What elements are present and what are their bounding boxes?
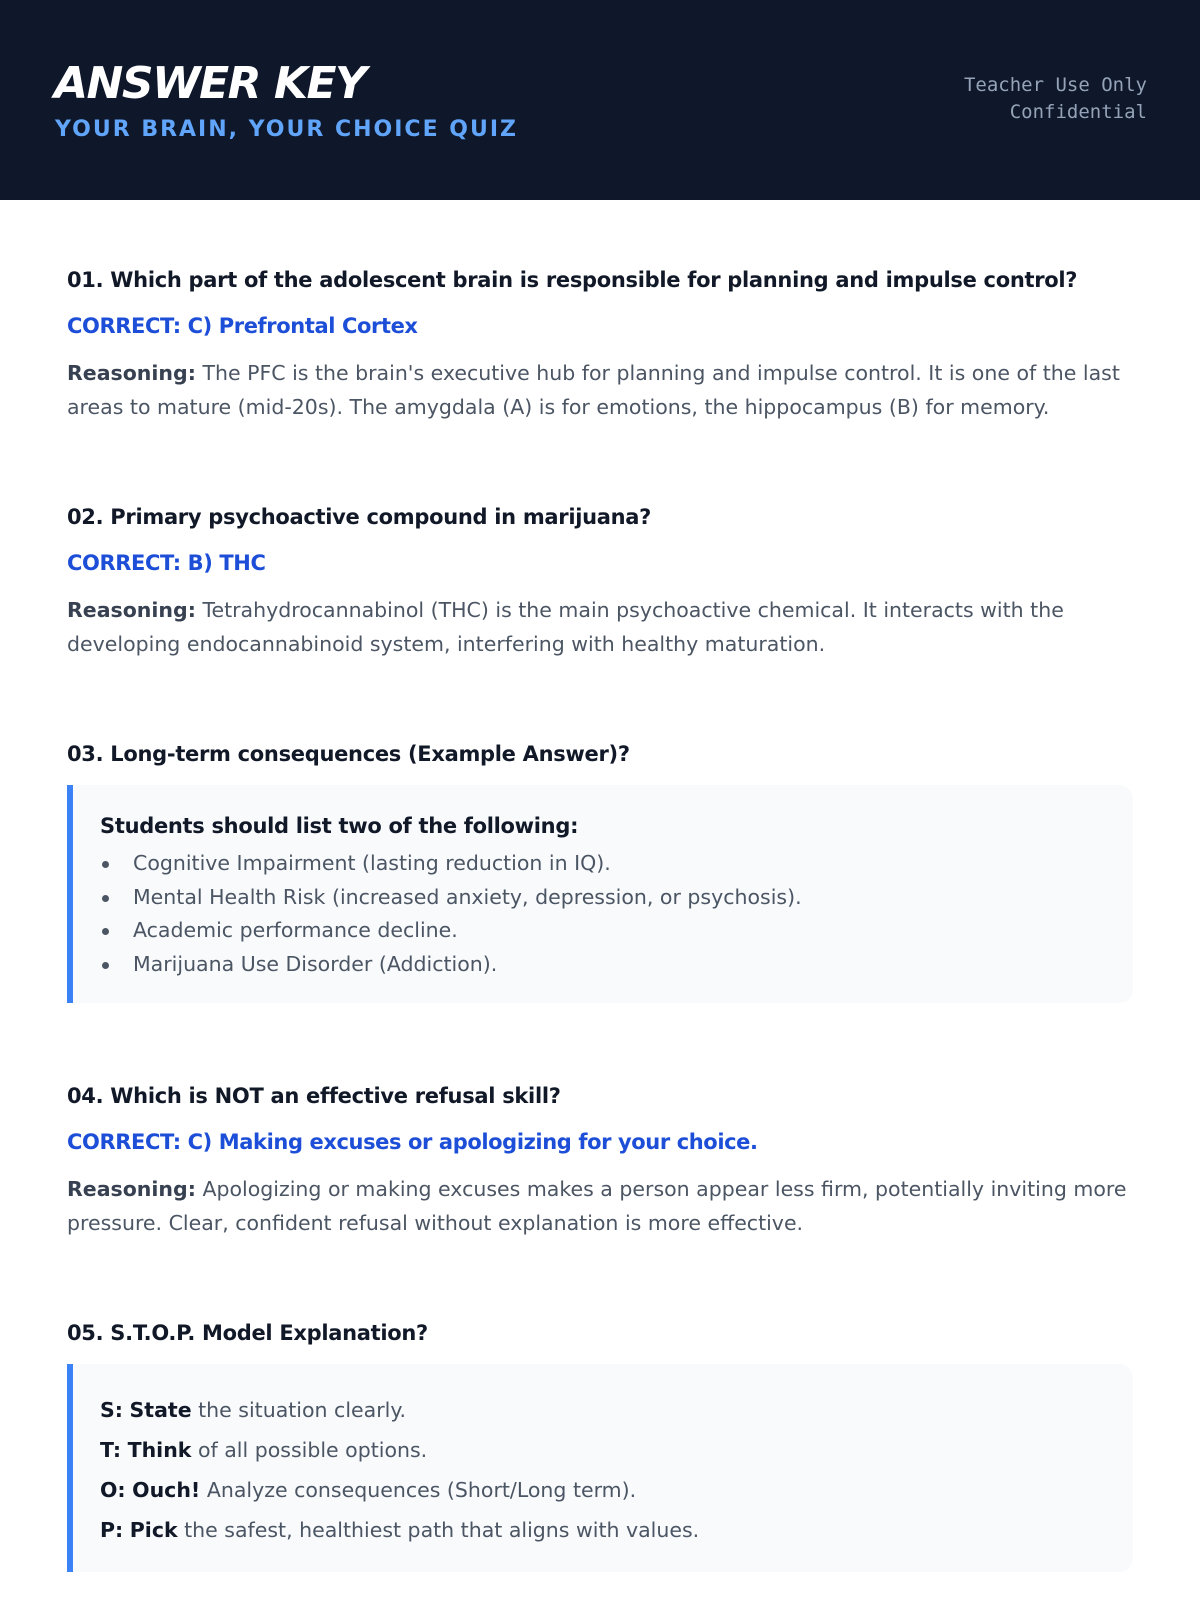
example-answer-box — [67, 785, 1133, 1003]
reasoning-text: The PFC is the brain's executive hub for planning and impulse control. It is one of the last areas to mature (mid-20s). The amygdala (A) is for emotions, the hippocampus (B) for memory. — [67, 361, 1120, 419]
step-text: of all possible options. — [197, 1438, 428, 1462]
list-item — [100, 914, 1103, 948]
question-1 — [67, 265, 1133, 424]
reasoning-label: Reasoning: — [67, 361, 196, 385]
step-key: S: — [100, 1398, 123, 1422]
question-2 — [67, 502, 1133, 661]
stop-step-p — [100, 1510, 1103, 1550]
step-word: Pick — [129, 1518, 178, 1542]
consequence-list — [100, 847, 1103, 981]
list-item-text: Mental Health Risk (increased anxiety, depression, or psychosis). — [133, 884, 802, 909]
page-subtitle: YOUR BRAIN, YOUR CHOICE QUIZ — [55, 117, 518, 142]
reasoning-label: Reasoning: — [67, 598, 196, 622]
step-text: the safest, healthiest path that aligns with values. — [184, 1518, 700, 1542]
step-word: Think — [127, 1438, 192, 1462]
question-5 — [67, 1318, 1133, 1572]
stop-step-t — [100, 1430, 1103, 1470]
step-key: O: — [100, 1478, 126, 1502]
step-text: Analyze consequences (Short/Long term). — [206, 1478, 637, 1502]
answer-key-content — [67, 265, 1133, 1572]
list-item-text: Cognitive Impairment (lasting reduction in IQ). — [133, 851, 611, 875]
reasoning-text: Apologizing or making excuses makes a person appear less firm, potentially inviting more pressure. Clear, confident refusal without explanation is more effective. — [67, 1177, 1127, 1235]
reasoning-label: Reasoning: — [67, 1177, 196, 1201]
step-key: P: — [100, 1518, 124, 1542]
question-title: 02. Primary psychoactive compound in marijuana? — [67, 505, 652, 529]
list-item — [100, 948, 1103, 982]
step-word: Ouch! — [132, 1478, 201, 1502]
step-key: T: — [100, 1438, 122, 1462]
correct-answer: CORRECT: B) THC — [67, 551, 266, 575]
bullet-icon — [102, 861, 109, 868]
reasoning — [67, 357, 1133, 424]
list-item-text: Marijuana Use Disorder (Addiction). — [133, 951, 498, 976]
question-title: 03. Long-term consequences (Example Answer)? — [67, 742, 630, 766]
stop-model-box — [67, 1364, 1133, 1572]
step-word: State — [129, 1398, 192, 1422]
question-3 — [67, 739, 1133, 1003]
page-title: ANSWER KEY — [54, 58, 366, 109]
reasoning-text: Tetrahydrocannabinol (THC) is the main psychoactive chemical. It interacts with the developing endocannabinoid system, interfering with healthy maturation. — [67, 598, 1064, 656]
correct-answer: CORRECT: C) Making excuses or apologizing for your choice. — [67, 1130, 758, 1154]
bullet-icon — [102, 928, 109, 935]
step-text: the situation clearly. — [198, 1398, 407, 1422]
stop-step-s — [100, 1390, 1103, 1430]
reasoning — [67, 1173, 1133, 1240]
list-item — [100, 881, 1103, 915]
bullet-icon — [102, 962, 109, 969]
box-title: Students should list two of the following: — [100, 814, 579, 838]
stop-step-o — [100, 1470, 1103, 1510]
list-item-text: Academic performance decline. — [133, 918, 458, 942]
reasoning — [67, 594, 1133, 661]
question-title: 04. Which is NOT an effective refusal skill? — [67, 1084, 561, 1108]
teacher-use-label: Teacher Use Only — [963, 74, 1147, 96]
confidential-label: Confidential — [1009, 101, 1147, 123]
correct-answer: CORRECT: C) Prefrontal Cortex — [67, 314, 418, 338]
page-header — [0, 0, 1200, 200]
header-meta — [964, 72, 1147, 126]
question-4 — [67, 1081, 1133, 1240]
question-title: 01. Which part of the adolescent brain is responsible for planning and impulse control? — [67, 268, 1078, 292]
list-item — [100, 847, 1103, 881]
question-title: 05. S.T.O.P. Model Explanation? — [67, 1321, 428, 1345]
bullet-icon — [102, 895, 109, 902]
